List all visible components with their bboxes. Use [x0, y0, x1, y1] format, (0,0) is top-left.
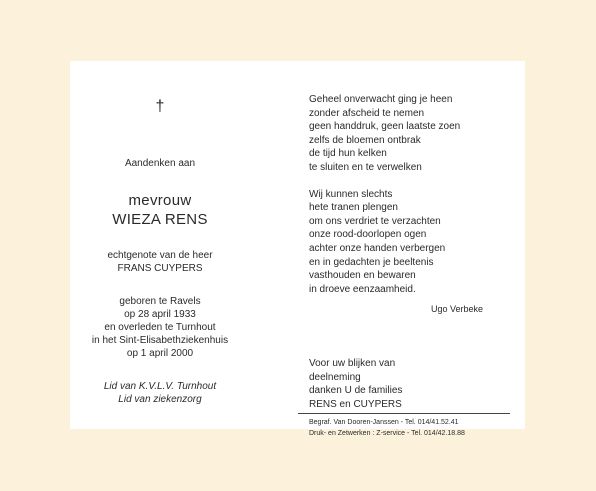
cross-icon: † — [155, 98, 165, 115]
poem-line: onze rood-doorlopen ogen — [309, 229, 427, 241]
memorial-card — [70, 61, 525, 437]
life-dates-block — [70, 295, 250, 360]
death-place: en overleden te Turnhout — [104, 322, 216, 333]
poem-line: de tijd hun kelken — [309, 148, 387, 160]
left-panel — [70, 61, 250, 429]
thanks-line: danken U de families — [309, 385, 403, 397]
print-credit: Druk- en Zetwerken : Z-service - Tel. 014/42.18.88 — [309, 430, 465, 437]
poem-line: zelfs de bloemen ontbrak — [309, 134, 421, 146]
thanks-line: deelneming — [309, 371, 361, 383]
deceased-name: WIEZA RENS — [112, 211, 208, 228]
divider — [298, 413, 510, 414]
poem-line: te sluiten en te verwelken — [309, 161, 422, 173]
poem — [309, 93, 460, 309]
poem-line: om ons verdriet te verzachten — [309, 215, 441, 227]
poem-stanza — [309, 188, 460, 297]
poem-line: in droeve eenzaamheid. — [309, 283, 416, 295]
birth-date: op 28 april 1933 — [124, 309, 196, 320]
poem-line: Geheel onverwacht ging je heen — [309, 94, 453, 105]
poem-line: en in gedachten je beeltenis — [309, 256, 434, 268]
membership-line: Lid van K.V.L.V. Turnhout — [103, 381, 217, 392]
in-memory-label: Aandenken aan — [124, 158, 196, 169]
poem-line: hete tranen plengen — [309, 202, 398, 214]
honorific: mevrouw — [128, 192, 192, 209]
thanks-block — [309, 357, 402, 411]
memberships-block — [70, 380, 250, 406]
printer-credits — [309, 417, 465, 439]
membership-line: Lid van ziekenzorg — [118, 394, 202, 405]
funeral-home-credit: Begraf. Van Dooren-Janssen - Tel. 014/41.52.41 — [309, 419, 459, 426]
poem-author: Ugo Verbeke — [431, 304, 484, 314]
spouse-block — [70, 249, 250, 275]
spouse-name: FRANS CUYPERS — [117, 263, 203, 274]
poem-line: achter onze handen verbergen — [309, 242, 446, 254]
poem-stanza — [309, 93, 460, 175]
poem-line: Wij kunnen slechts — [309, 188, 393, 200]
right-panel — [309, 61, 525, 437]
thanks-line: Voor uw blijken van — [309, 358, 396, 369]
poem-line: zonder afscheid te nemen — [309, 107, 425, 119]
poem-line: geen handdruk, geen laatste zoen — [309, 121, 461, 133]
death-date: op 1 april 2000 — [126, 348, 194, 359]
spouse-line: echtgenote van de heer — [107, 250, 213, 261]
death-hospital: in het Sint-Elisabethziekenhuis — [91, 335, 229, 346]
poem-line: vasthouden en bewaren — [309, 270, 416, 282]
birth-place: geboren te Ravels — [119, 296, 201, 307]
families-line: RENS en CUYPERS — [309, 398, 402, 410]
